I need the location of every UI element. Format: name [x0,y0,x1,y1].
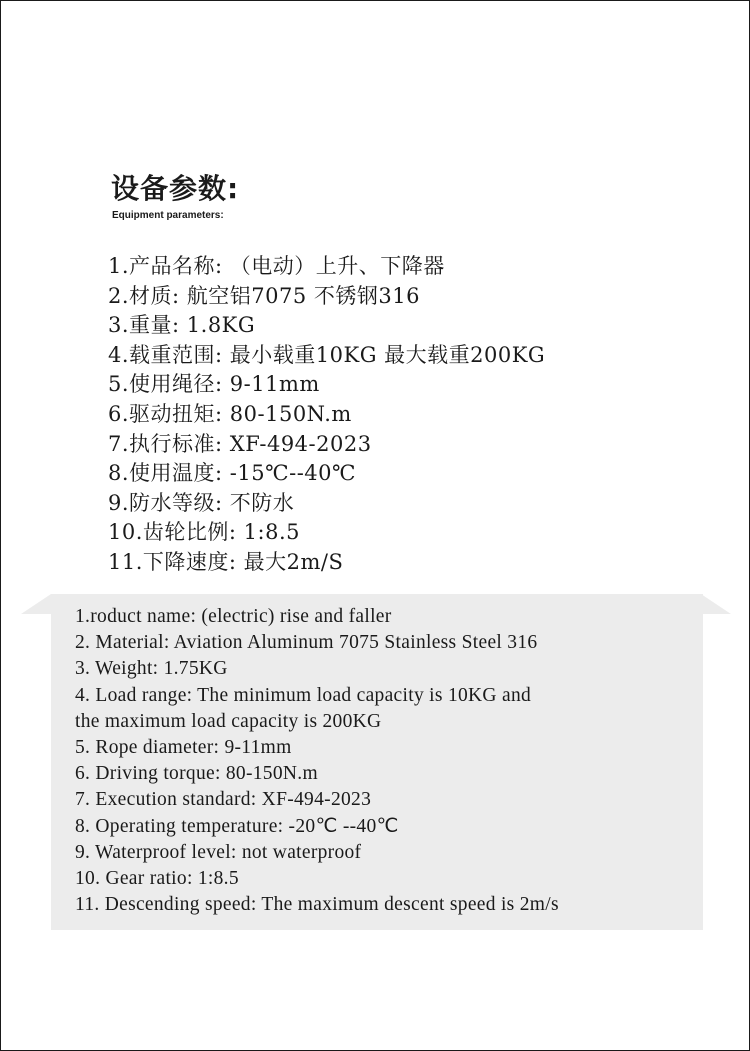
param-item-en: 10. Gear ratio: 1:8.5 [75,868,239,890]
param-item-cn: 7.执行标准: XF-494-2023 [108,431,372,456]
param-item-cn: 6.驱动扭矩: 80-150N.m [108,401,352,426]
parameter-list-cn [108,252,545,578]
param-item-en: 6. Driving torque: 80-150N.m [75,763,318,785]
param-item-cn: 3.重量: 1.8KG [108,313,256,338]
section-title-en: Equipment parameters: [112,210,224,221]
panel-corner-right [691,594,731,930]
param-item-cn: 4.载重范围: 最小载重10KG 最大载重200KG [108,342,546,367]
param-item-en: 9. Waterproof level: not waterproof [75,841,362,863]
param-item-en: 2. Material: Aviation Aluminum 7075 Stainless Steel 316 [75,632,538,654]
param-item-en: 5. Rope diameter: 9-11mm [75,737,292,759]
param-item-cn: 1.产品名称: （电动）上升、下降器 [108,254,445,278]
param-item-en: 8. Operating temperature: -20℃ --40℃ [75,815,399,837]
param-item-cn: 11.下降速度: 最大2m/S [108,549,344,574]
param-item-en: 3. Weight: 1.75KG [75,658,228,680]
param-item-en: 4. Load range: The minimum load capacity is 10KG and [75,684,532,706]
param-item-cn: 5.使用绳径: 9-11mm [108,372,320,397]
param-item-cn: 10.齿轮比例: 1:8.5 [108,520,300,545]
parameter-list-en [75,604,559,918]
param-item-cn: 2.材质: 航空铝7075 不锈钢316 [108,283,420,308]
panel-corner-left [21,594,61,930]
param-item-en: 7. Execution standard: XF-494-2023 [75,789,372,811]
section-title-cn: 设备参数: [111,172,240,205]
param-item-en: 11. Descending speed: The maximum descent speed is 2m/s [75,894,559,916]
param-item-en: 1.roduct name: (electric) rise and faller [75,606,392,627]
param-item-cn: 9.防水等级: 不防水 [108,490,295,515]
param-item-en: the maximum load capacity is 200KG [75,710,382,732]
param-item-cn: 8.使用温度: -15℃--40℃ [108,461,357,486]
